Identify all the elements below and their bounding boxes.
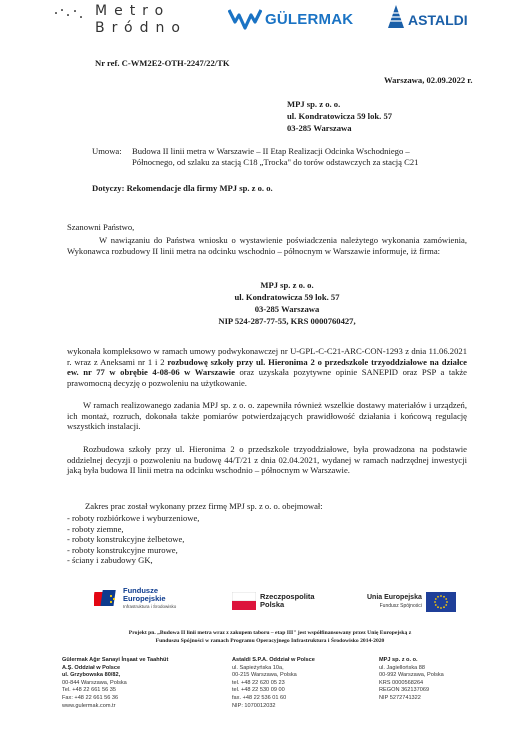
completion-paragraph xyxy=(67,346,467,388)
footer-line: REGON 362137069 xyxy=(379,687,430,694)
recipient-name: MPJ sp. z o. o. xyxy=(287,99,341,109)
astaldi-logo xyxy=(386,4,468,30)
footer-mpj xyxy=(379,657,499,703)
recipient-city: 03-285 Warszawa xyxy=(287,123,352,133)
footer-line: MPJ sp. z o. o. xyxy=(379,657,418,663)
rp-line1: Rzeczpospolita xyxy=(260,591,315,601)
contract-label: Umowa: xyxy=(92,146,122,156)
metro-brodno-logo xyxy=(95,3,187,37)
recipient-address xyxy=(287,98,392,134)
footer-line: A.Ş. Oddział w Polsce xyxy=(62,664,121,671)
footer-line: ul. Sapieżyńska 10a, xyxy=(232,664,284,671)
footer-line: tel. +48 22 530 09 00 xyxy=(232,687,285,694)
letter-date: Warszawa, 02.09.2022 r. xyxy=(384,75,473,85)
fe-title1: Fundusze xyxy=(123,586,158,595)
permit-paragraph: Rozbudowa szkoły przy ul. Hieronima 2 o przedszkole trzyoddziałowe, była prowadzona na podstawie oddzielnej decyzji o pozwoleniu na budowę 44/T/21 z dnia 02.04.2021, wydanej w ramach nadrzędnej inwestycji jaką była budowa II linii metra na odcinku wschodnio – północnym w Warszawie. xyxy=(67,444,467,476)
completion-scope-bold: rozbudowę szkoły przy ul. Hieronima 2 o przedszkole trzyoddziałowe na działce ew. nr 77 w obrębie 4-08-06 w Warszawie xyxy=(67,356,467,378)
astaldi-emblem-icon xyxy=(386,4,406,30)
footer-line: Fax: +48 22 661 56 36 xyxy=(62,694,119,701)
fundusze-europejskie-logo xyxy=(94,587,176,611)
footer-line: www.gulermak.com.tr xyxy=(62,702,116,709)
gulermak-logo xyxy=(228,8,353,30)
footer-line: Gülermak Ağır Sanayi İnşaat ve Taahhüt xyxy=(62,657,169,663)
metro-logo-line1: Metro xyxy=(95,3,171,19)
footer-line: fax. +48 22 536 01 60 xyxy=(232,694,287,701)
supply-paragraph: W ramach realizowanego zadania MPJ sp. z o. o. zapewniła również wszelkie dostawy materiałów i urządzeń, ich montaż, rozruch, dokonała także pomiarów potwierdzających prawidłowość działania i końcową regulację wszystkich instalacji. xyxy=(67,400,467,432)
footer-line: 00-215 Warszawa, Polska xyxy=(232,672,297,679)
scope-list xyxy=(67,513,199,566)
subject-line: Dotyczy: Rekomendacje dla firmy MPJ sp. z o. o. xyxy=(92,183,273,193)
gulermak-emblem-icon xyxy=(228,8,262,30)
ue-line1: Unia Europejska xyxy=(367,594,422,601)
footer-line: Astaldi S.P.A. Oddział w Polsce xyxy=(232,657,315,663)
project-note-line2: Funduszu Spójności w ramach Programu Operacyjnego Infrastruktura i Środowisko 2014-2020 xyxy=(155,637,385,644)
footer-line: ul. Jagiellońska 88 xyxy=(379,664,426,671)
footer-line: 00-992 Warszawa, Polska xyxy=(379,672,444,679)
scope-item: - roboty ziemne, xyxy=(67,523,124,534)
project-note-line1: Projekt pn. „Budowa II linii metra wraz z zakupem taboru – etap III" jest współfinansowany przez Unię Europejską z xyxy=(128,630,412,636)
metro-logo-line2: Bródno xyxy=(95,20,187,36)
scope-item: - roboty konstrukcyjne murowe, xyxy=(67,544,178,555)
footer-line: tel. +48 22 620 05 23 xyxy=(232,679,285,686)
footer-line: NIP 5272741322 xyxy=(379,694,421,701)
decorative-dots xyxy=(55,8,85,20)
rzeczpospolita-logo xyxy=(232,592,315,610)
company-name: MPJ sp. z o. o. xyxy=(260,280,314,290)
contract-subject xyxy=(92,146,512,167)
scope-intro: Zakres prac został wykonany przez firmę MPJ sp. z o. o. obejmował: xyxy=(85,501,323,511)
scope-item: - ściany i zabudowy GK, xyxy=(67,555,153,566)
footer-line: 00-844 Warszawa, Polska xyxy=(62,679,127,686)
completion-text-2: oraz uzyskała pozytywne opinie SANEPID oraz PSP a także prawomocną decyzję o pozwoleniu na użytkowanie. xyxy=(67,367,467,388)
ue-line2: Fundusz Spójności xyxy=(379,603,422,609)
reference-number: Nr ref. C-WM2E2-OTH-2247/22/TK xyxy=(95,58,230,68)
unia-europejska-logo xyxy=(367,592,456,612)
footer-gulermak xyxy=(62,657,212,710)
company-block xyxy=(217,279,357,327)
fundusze-europejskie-icon xyxy=(94,588,120,610)
footer-line: Tel. +48 22 661 56 35 xyxy=(62,687,116,694)
footer-line: KRS 0000568264 xyxy=(379,679,424,686)
company-city: 03-285 Warszawa xyxy=(254,304,320,314)
project-note xyxy=(60,630,480,645)
contract-line1: Budowa II linii metra w Warszawie – II Etap Realizacji Odcinka Wschodniego – xyxy=(132,146,410,156)
intro-paragraph: W nawiązaniu do Państwa wniosku o wystawienie poświadczenia należytego wykonania zamówienia, Wykonawca rozbudowy II linii metra na odcinku wschodnio – północnym w Warszawie informuje, iż firma: xyxy=(67,235,467,256)
polish-flag-icon xyxy=(232,592,256,610)
eu-flag-icon xyxy=(426,592,456,612)
astaldi-wordmark: ASTALDI xyxy=(408,12,468,28)
company-ids: NIP 524-287-77-55, KRS 0000760427, xyxy=(218,316,356,326)
scope-item: - roboty konstrukcyjne żelbetowe, xyxy=(67,534,185,545)
salutation: Szanowni Państwo, xyxy=(67,222,135,232)
rp-line2: Polska xyxy=(260,600,285,609)
footer-astaldi xyxy=(232,657,372,710)
footer-line: NIP: 1070012032 xyxy=(232,702,276,709)
fe-title2: Europejskie xyxy=(123,594,166,603)
completion-text-1: wykonała kompleksowo w ramach umowy podwykonawczej nr U-GPL-C-C21-ARC-CON-1293 z dnia 11.06.2021 r. wraz z Aneksami nr 1 i 2 xyxy=(67,346,467,367)
footer-line: ul. Grzybowska 80/82, xyxy=(62,672,121,679)
scope-item: - roboty rozbiórkowe i wyburzeniowe, xyxy=(67,513,200,523)
company-street: ul. Kondratowicza 59 lok. 57 xyxy=(234,292,340,302)
contract-line2: Północnego, od szlaku za stacją C18 „Trocka" do torów odstawczych za stacją C21 xyxy=(132,156,419,167)
recipient-street: ul. Kondratowicza 59 lok. 57 xyxy=(287,111,393,121)
gulermak-wordmark: GÜLERMAK xyxy=(265,10,354,28)
fe-subtitle: Infrastruktura i Środowisko xyxy=(123,604,177,609)
